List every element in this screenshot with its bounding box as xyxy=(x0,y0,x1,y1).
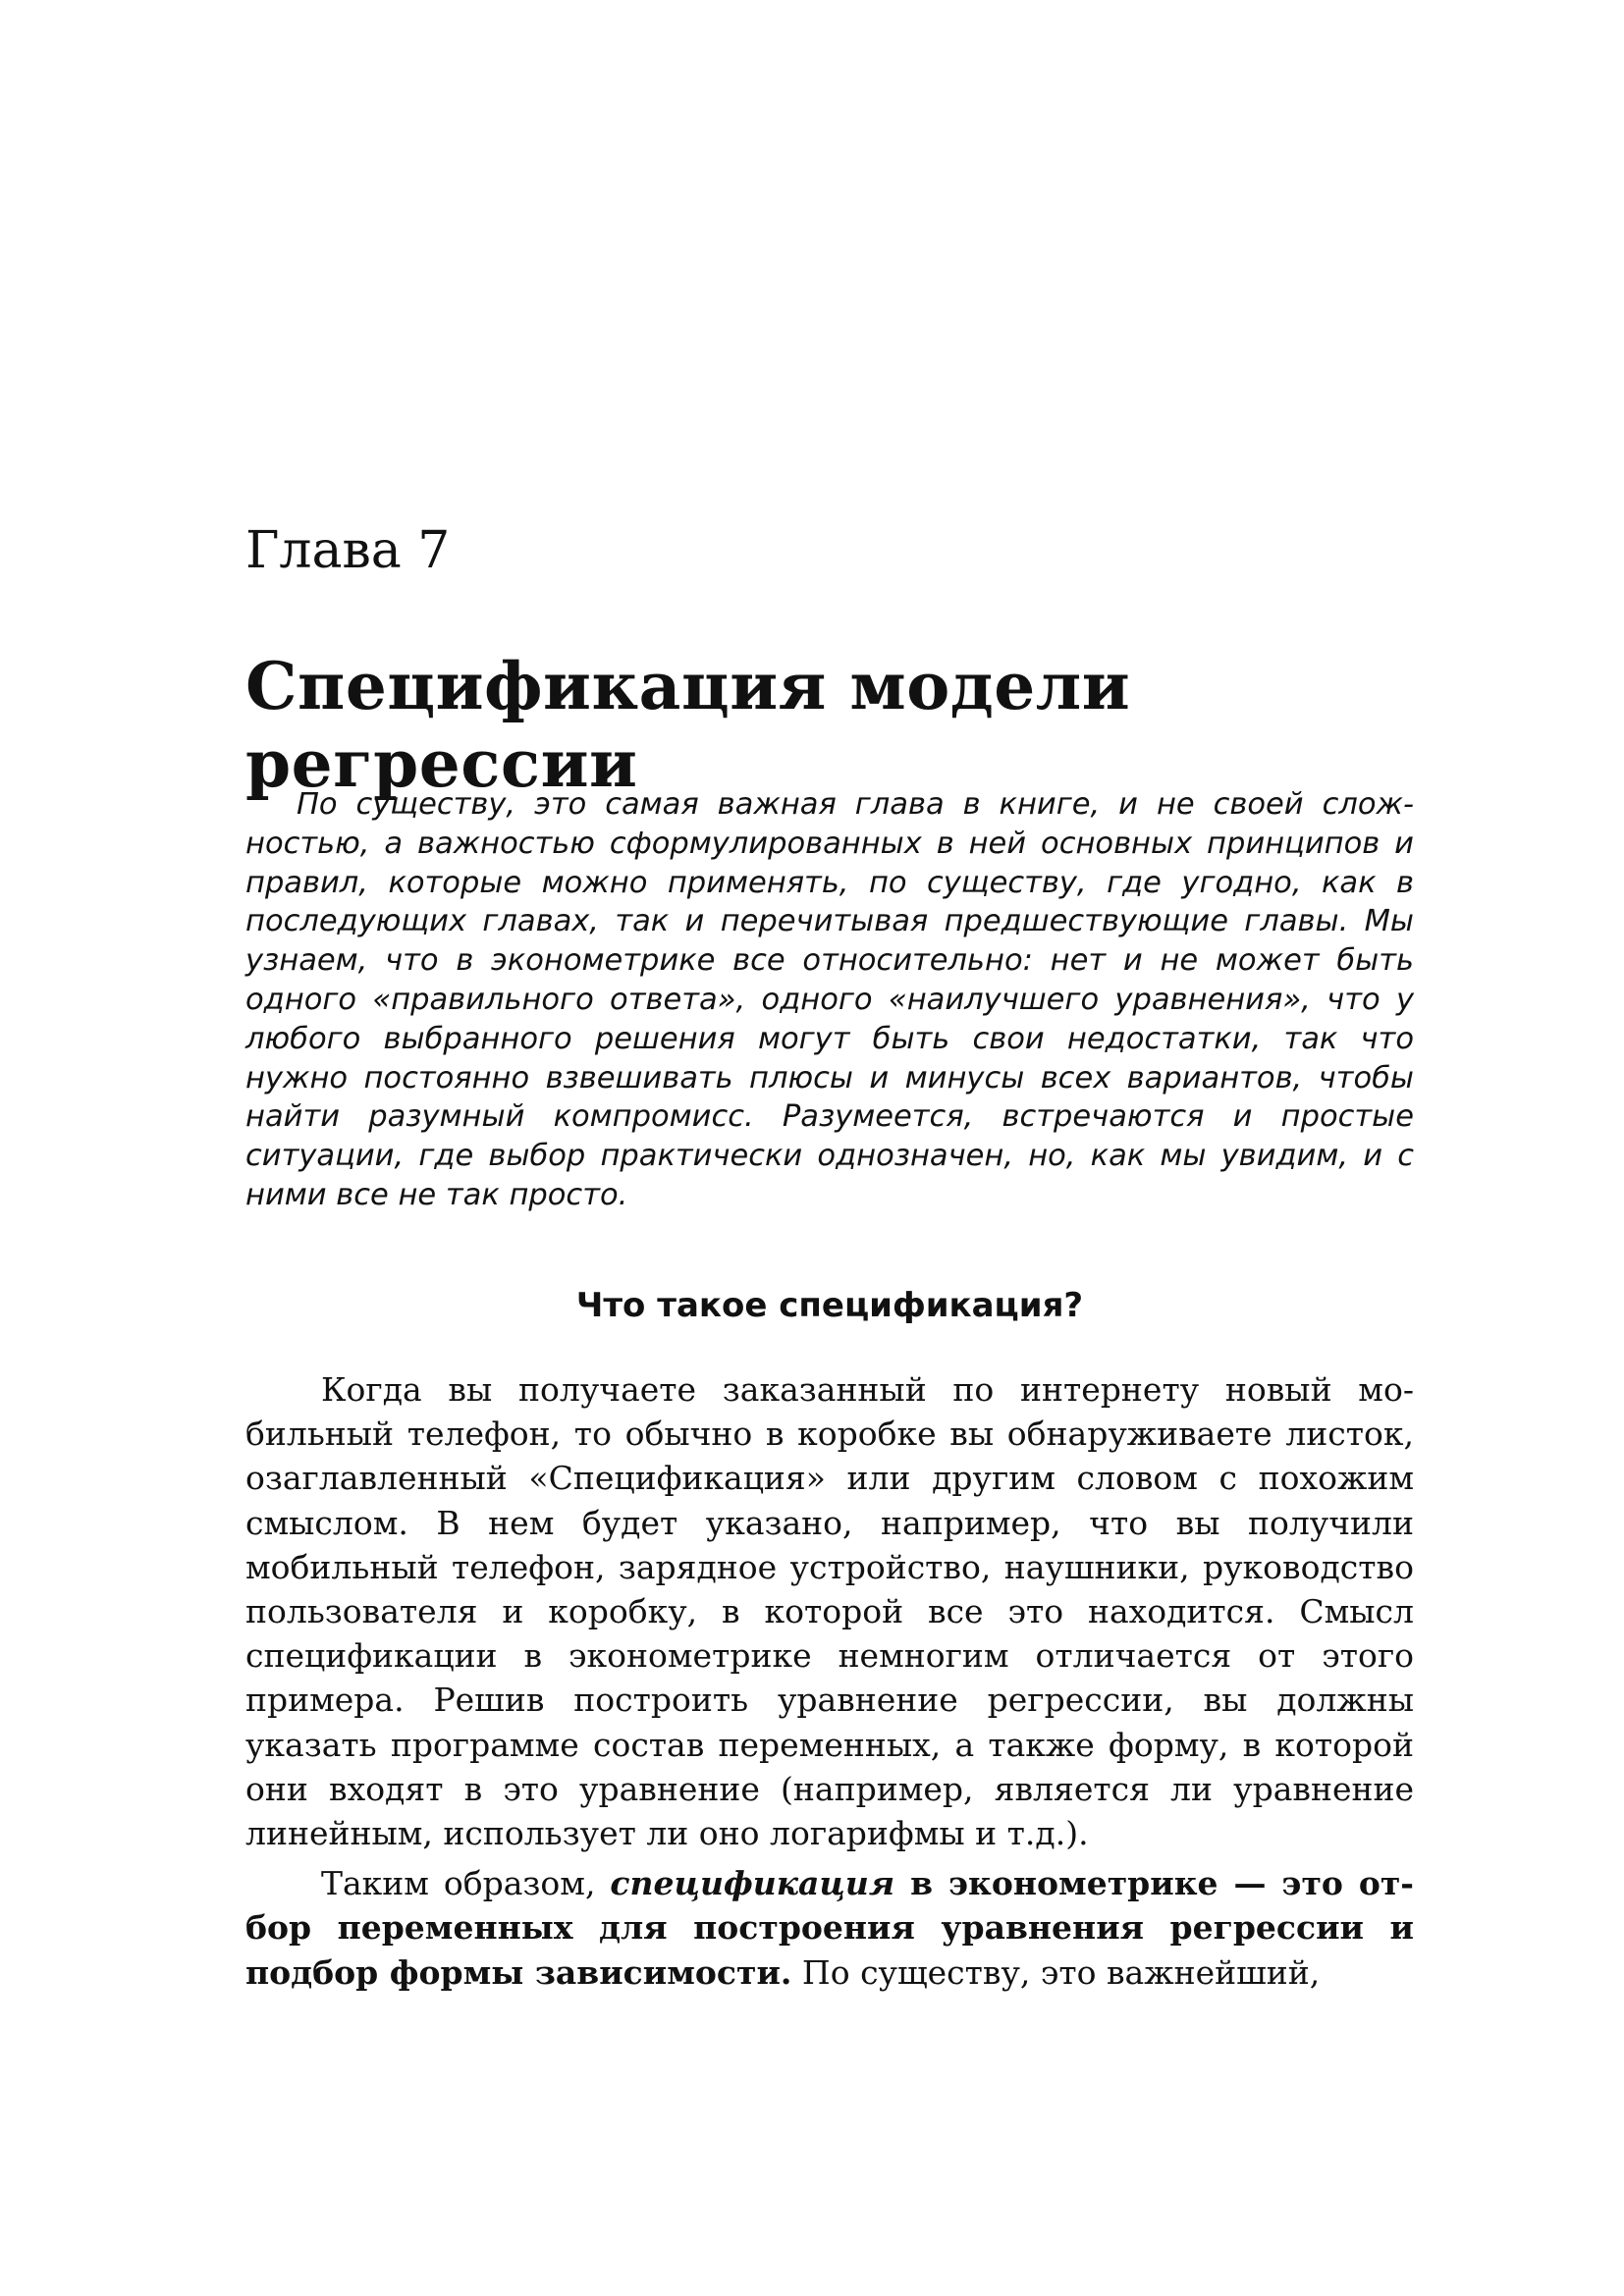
chapter-title: Спецификация модели регрессии xyxy=(245,648,1131,803)
term-specification: спецификация xyxy=(610,1864,895,1903)
definition-text: в эконометрике — это отбор переменных для построения уравнения регрессии и подбор формы зависимости. xyxy=(245,1864,1414,1992)
paragraph-2-intro: Таким образом, xyxy=(321,1864,611,1903)
paragraph-2-continuation: По существу, это важнейший, xyxy=(791,1952,1321,1992)
body-text xyxy=(245,1367,1414,2001)
chapter-label: Глава 7 xyxy=(245,521,451,580)
section-heading: Что такое спецификация? xyxy=(575,1286,1084,1325)
chapter-epigraph: По существу, это самая важная глава в книге, и не своей сложностью, а важностью сформулированных в ней основных принципов и правил, которые можно применять, по существу, где угодно, как в последующих главах, так и перечитывая предшествующие главы. Мы узнаем, что в эконометрике все относительно: нет и не может быть одного «правильного ответа», одного «наилучшего уравнения», что у любого выбранного решения могут быть свои недостатки, так что нужно постоянно взвешивать плюсы и минусы всех вариантов, чтобы найти разумный компромисс. Разумеется, встречаются и простые ситуации, где выбор практически однозначен, но, как мы увидим, и с ними все не так просто. xyxy=(245,787,1414,1212)
body-paragraph-2 xyxy=(245,1861,1414,1995)
body-paragraph-1: Когда вы получаете заказанный по интернету новый мобильный телефон, то обычно в коробке вы обнаруживаете листок, озаглавленный «Спецификация» или другим словом с похожим смыслом. В нем будет указано, например, что вы получили мобильный телефон, зарядное устройство, наушники, руководство пользователя и коробку, в которой все это находится. Смысл спецификации в эконометрике немногим отличается от этого примера. Решив построить уравнение регрессии, вы должны указать программе состав переменных, а также форму, в которой они входят в это уравнение (например, является ли уравнение линейным, использует ли оно логарифмы и т.д.). xyxy=(245,1370,1414,1853)
